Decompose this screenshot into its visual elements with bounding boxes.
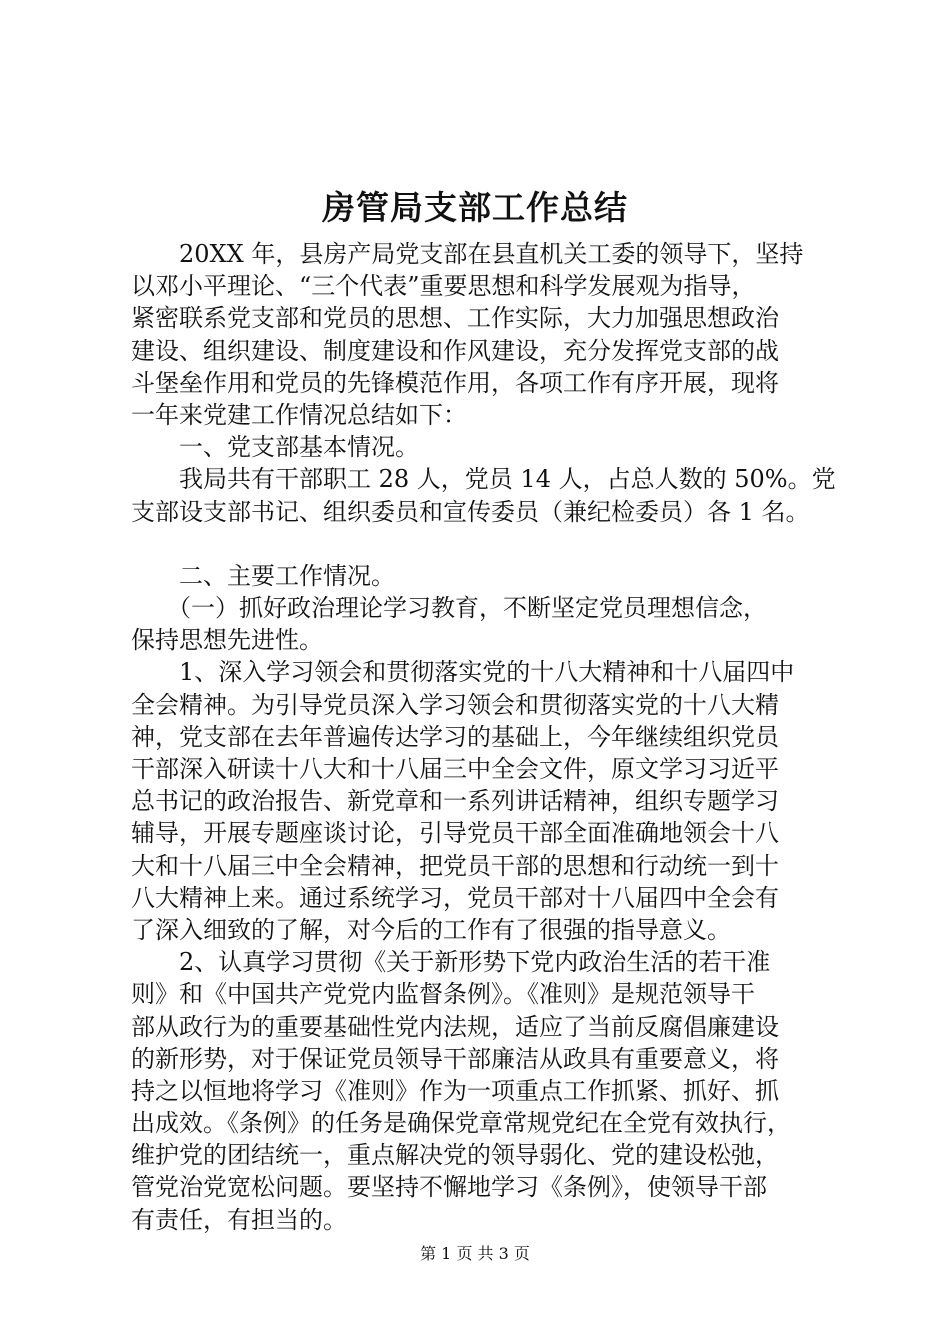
section-heading: 二、主要工作情况。 (179, 561, 395, 590)
text-line: 神，党支部在去年普遍传达学习的基础上，今年继续组织党员 (131, 722, 779, 751)
page-number-footer: 第 1 页 共 3 页 (420, 1244, 530, 1263)
text-line: 以邓小平理论、“三个代表”重要思想和科学发展观为指导， (131, 272, 756, 301)
text-line: 有责任，有担当的。 (131, 1205, 347, 1234)
blank-line (131, 528, 841, 560)
text-line: 则》和《中国共产党党内监督条例》。《准则》是规范领导干 (131, 980, 755, 1009)
text-line: 20XX 年，县房产局党支部在县直机关工委的领导下，坚持 (179, 240, 804, 268)
text-line: 建设、组织建设、制度建设和作风建设，充分发挥党支部的战 (131, 336, 779, 365)
text-line: 持之以恒地将学习《准则》作为一项重点工作抓紧、抓好、抓 (131, 1076, 779, 1105)
text-line: 大和十八届三中全会精神，把党员干部的思想和行动统一到十 (131, 851, 779, 880)
text-line: 一年来党建工作情况总结如下： (131, 400, 467, 429)
text-line: 斗堡垒作用和党员的先锋模范作用，各项工作有序开展，现将 (131, 368, 779, 397)
text-line: 支部设支部书记、组织委员和宣传委员（兼纪检委员）各 1 名。 (131, 497, 810, 526)
text-line: 保持思想先进性。 (131, 626, 323, 655)
text-line: 2、认真学习贯彻《关于新形势下党内政治生活的若干准 (179, 948, 771, 977)
text-line: 八大精神上来。通过系统学习，党员干部对十八届四中全会有 (131, 883, 779, 912)
text-line: 维护党的团结统一，重点解决党的领导弱化、党的建设松弛， (131, 1141, 779, 1170)
text-line: 部从政行为的重要基础性党内法规，适应了当前反腐倡廉建设 (131, 1012, 779, 1041)
document-title: 房管局支部工作总结 (322, 188, 628, 227)
text-line: 的新形势，对于保证党员领导干部廉洁从政具有重要意义，将 (131, 1044, 779, 1073)
text-line: 我局共有干部职工 28 人，党员 14 人，占总人数的 50%。党 (179, 465, 836, 494)
text-line: 干部深入研读十八大和十八届三中全会文件，原文学习习近平 (131, 755, 779, 783)
text-line: 出成效。《条例》的任务是确保党章常规党纪在全党有效执行， (131, 1109, 791, 1138)
subsection-heading: （一）抓好政治理论学习教育，不断坚定党员理想信念， (167, 594, 767, 623)
text-line: 管党治党宽松问题。要坚持不懈地学习《条例》，使领导干部 (131, 1173, 767, 1202)
text-line: 紧密联系党支部和党员的思想、工作实际，大力加强思想政治 (131, 304, 779, 333)
document-body (131, 238, 841, 1236)
section-heading: 一、党支部基本情况。 (179, 433, 419, 462)
text-line: 总书记的政治报告、新党章和一系列讲话精神，组织专题学习 (131, 787, 779, 816)
text-line: 全会精神。为引导党员深入学习领会和贯彻落实党的十八大精 (131, 690, 779, 719)
text-line: 辅导，开展专题座谈讨论，引导党员干部全面准确地领会十八 (131, 819, 779, 848)
text-line: 了深入细致的了解，对今后的工作有了很强的指导意义。 (131, 915, 731, 944)
text-line: 1、深入学习领会和贯彻落实党的十八大精神和十八届四中 (179, 658, 795, 687)
